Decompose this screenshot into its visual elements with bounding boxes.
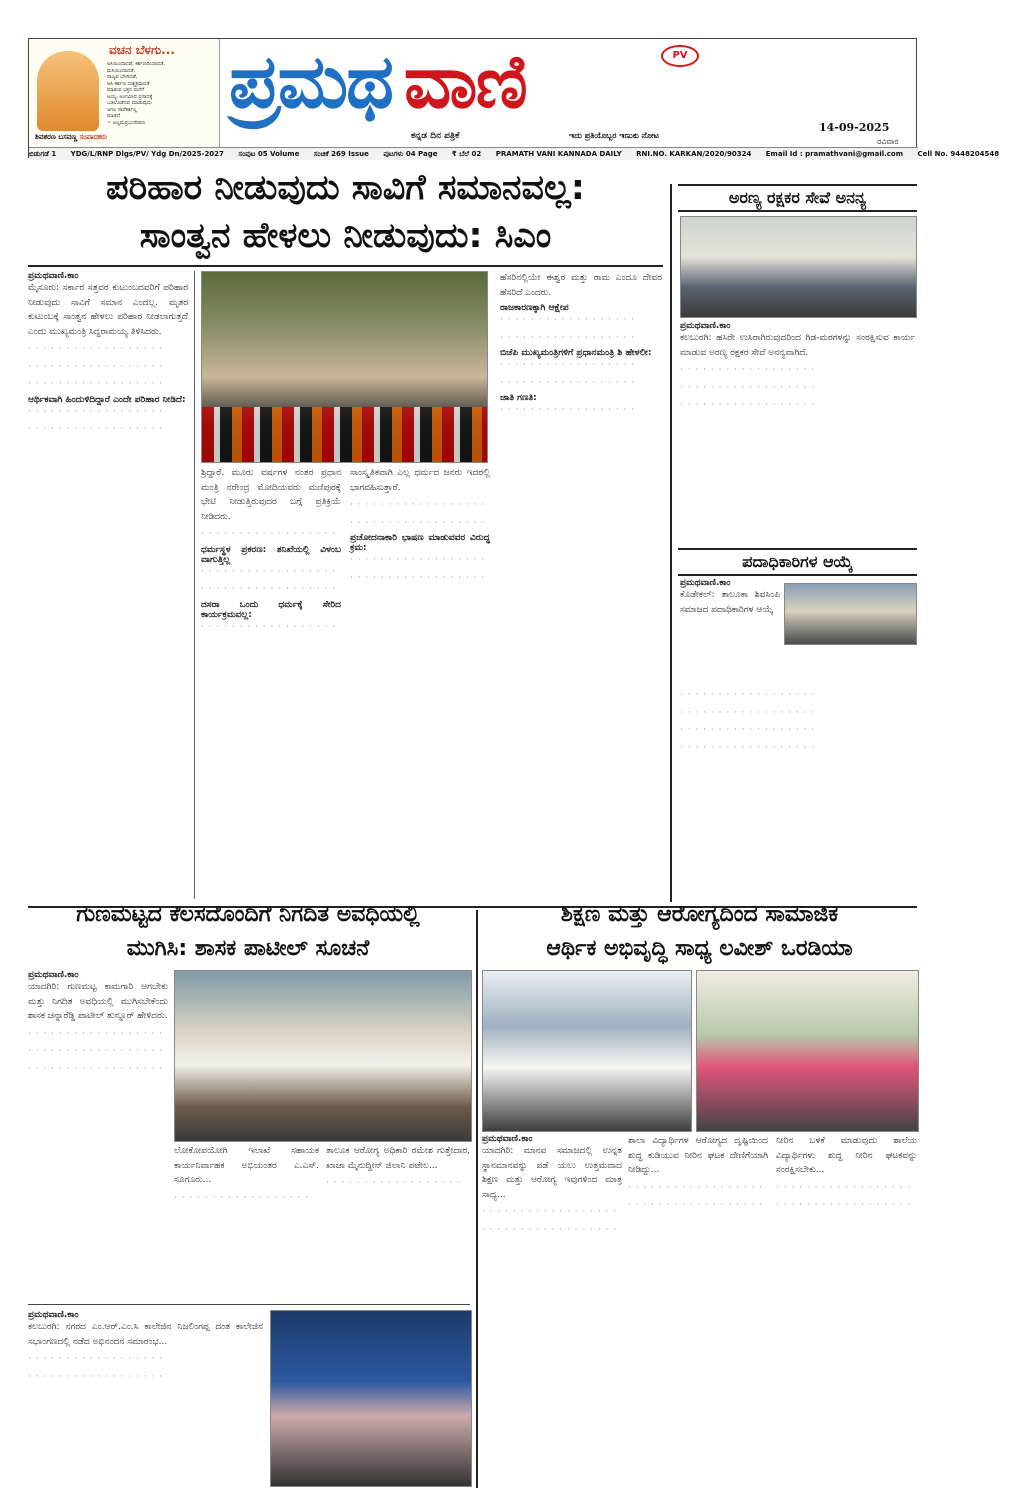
lead-col1-subhead: ಆರ್ಥಿಕವಾಗಿ ಹಿಂದುಳಿದಿದ್ದಾರೆ ಎಂದೇ ಪರಿಹಾರ ನೀಡಿದೆ:	[28, 394, 186, 405]
placeholder-text: · · · · · · · · · · · · · · · · · ·	[680, 400, 816, 410]
vachana-line: ಅಸಿ-ಕರ್ಶಣ ದುಶ್ಚಕ್ರವಾದಡೆ	[107, 80, 150, 87]
placeholder-text: · · · · · · · · · · · · · · · · · ·	[680, 690, 816, 700]
vachana-box	[29, 39, 220, 147]
microphones	[202, 407, 487, 462]
vachana-line: ಮಾಡುವ ಭಕ್ತನ ಮನೆಗೆ	[107, 87, 145, 93]
bottom-left-col2-text: ಲೋಕೋಪಯೋಗಿ ಇಲಾಖೆ ಸಹಾಯಕ ಕಾರ್ಯನಿರ್ವಾಹಕ ಅಭಿಯಂತರ ಎ.ಎಸ್. ಸೂಗೂರು...	[174, 1146, 319, 1185]
placeholder-text: · · · · · · · · · · · · · · · · · ·	[628, 1182, 764, 1193]
placeholder-text: · · · · · · · · · · · · · · · · · ·	[680, 365, 816, 375]
bottom-right-byline: ಪ್ರಮಥವಾಣಿ.ಕಾಂ	[482, 1134, 533, 1144]
vachana-line: ಮಾಡದೆ	[107, 113, 121, 119]
bottom-left-photo	[174, 970, 472, 1142]
pv-badge: PV	[661, 45, 699, 67]
placeholder-text: · · · · · · · · · · · · · · · · · ·	[350, 517, 486, 528]
info-rni: RNI.NO. KARKAN/2020/90324	[636, 150, 752, 158]
vachana-line: ಅಗಲ ಸಾವೆಕರ್ತಲ್ಲ	[107, 106, 137, 113]
lead-byline: ಪ್ರಮಥವಾಣಿ.ಕಾಂ	[28, 271, 79, 281]
lead-col4	[500, 271, 662, 901]
lead-col4-text: ಹೆಸರಿನಲ್ಲಿಯೇ ಈಶ್ವರ ಮತ್ತು ರಾಮ ಎಂದೂ ದೇವರ ಹೆಸರಿದೆ ಎಂದರು.	[500, 273, 662, 298]
lead-col4-subhead2: ಬಿಜೆಪಿ ಮುಖ್ಯಮಂತ್ರಿಗಳಿಗೆ ಪ್ರಧಾನಮಂತ್ರಿ ಶಿ ಹೇಳಲೀ:	[500, 348, 652, 358]
lead-col2-subhead: ಧರ್ಮಸ್ಥಳ ಪ್ರಕರಣ: ತನಿಖೆಯಲ್ಲಿ ವಿಳಂಬ ವಾಗುತ್ತಿಲ್ಲ	[201, 544, 341, 565]
bottom-left-story2-text: ಕಲಬುರಗಿ: ನಗರದ ಎಂ.ಆರ್.ಎಂ.ಸಿ ಕಾಲೇಜಿನ ನಿಜಲಿಂಗಪ್ಪ ದಂತ ಕಾಲೇಜಿನ ಸಭಾಂಗಣದಲ್ಲಿ ನಡೆದ ಅಭಿನಂದನ ಸಮಾರಂಭ...	[28, 1322, 263, 1347]
bottom-left-rule	[28, 1304, 470, 1305]
bottom-left-story2-byline: ಪ್ರಮಥವಾಣಿ.ಕಾಂ	[28, 1310, 79, 1320]
placeholder-text: · · · · · · · · · · · · · · · · · ·	[680, 725, 816, 735]
lead-col2-text: ಶ್ರಿದ್ದಾರೆ. ಮೂರು ವರ್ಷಗಳ ನಂತರ ಪ್ರಧಾನ ಮಂತ್ರಿ ನರೇಂದ್ರ ಮೋದಿಯವರು ಮಣಿಪುರಕ್ಕೆ ಭೇಟಿ ನೀಡುತ್ತಿರುವುದರ ಬಗ್ಗೆ ಪ್ರತಿಕ್ರಿಯೆ ನೀಡಿದರು.	[201, 468, 341, 522]
right-story1-photo	[680, 216, 917, 318]
bottom-left-col3-text: ತಾಲೂಕ ಆರೋಗ್ಯ ಅಧಿಕಾರಿ ರಮೇಶ ಗುತ್ತೇದಾರ, ಖಾಜಾ ಮೈನುದ್ದೀನ್ ಜಿಲಾನಿ ಪಟೇಲ...	[326, 1146, 470, 1171]
bottom-right-headline-line2: ಆರ್ಥಿಕ ಅಭಿವೃದ್ಧಿ ಸಾಧ್ಯ ಲವೀಶ್ ಒರಡಿಯಾ	[546, 936, 853, 961]
bottom-left-story2-photo	[270, 1310, 472, 1487]
bottom-right-col3-text: ನೀರಿನ ಬಳಕೆ ಮಾಡುವುದು ಶಾಲೆಯ ವಿದ್ಯಾರ್ಥಿಗಳು ಶುದ್ಧ ನೀರಿನ ಘಟಕವನ್ನು ಸಂರಕ್ಷಿಸಬೇಕು...	[776, 1136, 917, 1175]
bottom-left-col1-text: ಯಾದಗಿರಿ: ಗುಣಮಟ್ಟ ಕಾಮಗಾರಿ ಆಗಬೇಕು ಮತ್ತು ನಿಗದಿತ ಅವಧಿಯಲ್ಲಿ ಮುಗಿಸಬೇಕೆಂದು ಶಾಸಕ ಚನ್ನಾರೆಡ್ಡಿ ಪಾಟೀಲ್ ತುನ್ನೂರ್ ಹೇಳಿದರು.	[28, 982, 168, 1021]
right-story1-headline: ಅರಣ್ಯ ರಕ್ಷಕರ ಸೇವೆ ಅನನ್ಯ	[678, 184, 917, 212]
tagline: ಕನ್ನಡ ದಿನ ಪತ್ರಿಕೆ	[411, 131, 460, 141]
newspaper-page	[28, 38, 1000, 1488]
vachana-line: ಒಡಲೊಡೆದವ ಮಾಡುವುದು	[107, 100, 152, 106]
lead-col3	[350, 466, 490, 900]
placeholder-text: · · · · · · · · · · · · · · · · · ·	[28, 1046, 164, 1056]
placeholder-text: · · · · · · · · · · · · · · · · · ·	[28, 1063, 164, 1074]
vachana-author	[35, 133, 107, 142]
vachana-line: ಮಸಿಯಿಂದಾದಡೆ,	[107, 67, 136, 74]
bottom-left-headline	[28, 898, 468, 966]
placeholder-text: · · · · · · · · · · · · · · · · · ·	[680, 382, 816, 393]
placeholder-text: · · · · · · · · · · · · · · · · · ·	[500, 360, 636, 370]
placeholder-text: · · · · · · · · · · · · · · · · · ·	[680, 742, 816, 753]
logo-part1: ಪ್ರಮಥ	[229, 39, 392, 125]
right-column-divider	[670, 184, 672, 902]
info-cell: Cell No. 9448204548	[917, 150, 1000, 158]
placeholder-text: · · · · · · · · · · · · · · · · · ·	[776, 1182, 912, 1193]
lead-col4-subhead3: ಜಾತಿ ಗಣತಿ:	[500, 393, 537, 403]
bottom-right-col2	[628, 1134, 768, 1484]
placeholder-text: · · · · · · · · · · · · · · · · · ·	[680, 707, 816, 718]
lead-col1	[28, 271, 188, 901]
lead-headline	[28, 164, 663, 260]
right-story2-photo	[784, 583, 917, 645]
placeholder-text: · · · · · · · · · · · · · · · · · ·	[776, 1200, 912, 1210]
bottom-divider	[476, 910, 478, 1488]
right-story2-opening: ಕೊಡೇಕಲ್: ತಾಲೂಕಾ ಶಿವಸಿಂಪಿ ಸಮಾಜದ ಪದಾಧಿಕಾರಿಗಳ ಆಯ್ಕೆ	[680, 590, 780, 615]
lead-photo	[201, 271, 488, 463]
placeholder-text: · · · · · · · · · · · · · · · · · ·	[500, 405, 636, 415]
lead-col2	[201, 466, 341, 900]
placeholder-text: · · · · · · · · · · · · · · · · · ·	[28, 424, 164, 434]
bottom-right-headline	[482, 898, 917, 966]
vachana-source: ಸಂಪಾದಕರು	[79, 133, 107, 141]
lead-col4-subhead: ರಾಜಕಾರಣಕ್ಕಾಗಿ ಆಕ್ಷೇಪ	[500, 303, 569, 313]
bottom-left-col2	[174, 1144, 319, 1300]
issue-day: ರವಿವಾರ	[877, 137, 899, 146]
placeholder-text: · · · · · · · · · · · · · · · · · ·	[500, 315, 636, 325]
lead-col1-text: ಮೈಸೂರು: ಸರ್ಕಾರ ಸತ್ತವರ ಕುಟುಂಬದವರಿಗೆ ಪರಿಹಾರ ನೀಡುವುದು ಸಾವಿಗೆ ಸಮಾನ ಎಂದಲ್ಲ. ಮೃತರ ಕುಟುಂಬಕ್ಕೆ ಸಾಂತ್ವನ ಹೇಳಲು ಪರಿಹಾರ ನೀಡಲಾಗುತ್ತದೆ ಎಂದು ಮುಖ್ಯಮಂತ್ರಿ ಸಿದ್ದರಾಮಯ್ಯ ತಿಳಿಸಿದರು.	[28, 283, 188, 337]
bottom-right-headline-line1: ಶಿಕ್ಷಣ ಮತ್ತು ಆರೋಗ್ಯದಿಂದ ಸಾಮಾಜಿಕ	[560, 902, 839, 927]
lead-headline-line1: ಪರಿಹಾರ ನೀಡುವುದು ಸಾವಿಗೆ ಸಮಾನವಲ್ಲ:	[106, 168, 585, 208]
vachana-line: ಅಯ್ಯ, ಅಂಗವಿಸಿದ ಪ್ರಸಾದಕ್ಕೆ	[107, 93, 153, 100]
right-story1-byline: ಪ್ರಮಥವಾಣಿ.ಕಾಂ	[680, 321, 731, 331]
placeholder-text: · · · · · · · · · · · · · · · · · ·	[201, 584, 337, 594]
placeholder-text: · · · · · · · · · · · · · · · · · ·	[28, 1028, 164, 1039]
placeholder-text: · · · · · · · · · · · · · · · · · ·	[201, 621, 337, 632]
info-reg: YDG/L/RNP Dlgs/PV/ Ydg Dn/2025-2027	[70, 150, 224, 158]
placeholder-text: · · · · · · · · · · · · · · · · · ·	[350, 500, 486, 510]
right-story1-opening: ಕಲಬುರಗಿ: ಹಸಿರೇ ಉಸಿರಾಗಿರುವುದರಿಂದ ಗಿಡ-ಮರಗಳನ್ನು ಸಂರಕ್ಷಿಸುವ ಕಾರ್ಯ ಮಾಡುವ ಅರಣ್ಯ ರಕ್ಷಕರ ಸೇವೆ ಅನನ್ಯವಾಗಿದೆ.	[680, 333, 915, 358]
bottom-left-headline-line2: ಮುಗಿಸಿ: ಶಾಸಕ ಪಾಟೀಲ್ ಸೂಚನೆ	[126, 936, 370, 961]
lead-col2-subhead2: ದಸರಾ ಒಂದು ಧರ್ಮಕ್ಕೆ ಸೇರಿದ ಕಾರ್ಯಕ್ರಮವಲ್ಲ:	[201, 599, 341, 620]
right-story2-headline: ಪದಾಧಿಕಾರಿಗಳ ಆಯ್ಕೆ	[678, 548, 917, 576]
bottom-left-byline: ಪ್ರಮಥವಾಣಿ.ಕಾಂ	[28, 970, 79, 980]
right-story2-text	[680, 688, 915, 898]
placeholder-text: · · · · · · · · · · · · · · · · · ·	[28, 361, 164, 372]
placeholder-text: · · · · · · · · · · · · · · · · · ·	[28, 379, 164, 389]
issue-date: 14-09-2025	[819, 121, 890, 134]
right-story2-byline: ಪ್ರಮಥವಾಣಿ.ಕಾಂ	[680, 578, 731, 588]
bottom-right-col2-text: ಶಾಲಾ ವಿದ್ಯಾರ್ಥಿಗಳ ಆರೋಗ್ಯದ ದೃಷ್ಟಿಯಿಂದ ಶುದ್ಧ ಕುಡಿಯುವ ನೀರಿನ ಘಟಕ ದೇಣಿಗೆಯಾಗಿ ನೀಡಿದ್ದು...	[628, 1136, 768, 1175]
placeholder-text: · · · · · · · · · · · · · · · · · ·	[201, 529, 337, 539]
bottom-right-col1	[482, 1134, 622, 1484]
placeholder-text: · · · · · · · · · · · · · · · · · ·	[326, 1178, 462, 1188]
placeholder-text: · · · · · · · · · · · · · · · · · ·	[482, 1224, 618, 1235]
info-volume: ಸಂಪುಟ 05 Volume	[238, 150, 300, 158]
right-story1-text	[680, 321, 915, 551]
placeholder-text: · · · · · · · · · · · · · · · · · ·	[201, 566, 337, 577]
placeholder-text: · · · · · · · · · · · · · · · · · ·	[628, 1200, 764, 1210]
lead-headline-line2: ಸಾಂತ್ವನ ಹೇಳಲು ನೀಡುವುದು: ಸಿಎಂ	[139, 216, 552, 256]
placeholder-text: · · · · · · · · · · · · · · · · · ·	[174, 1192, 310, 1203]
masthead	[28, 38, 1000, 158]
placeholder-text: · · · · · · · · · · · · · · · · · ·	[500, 332, 636, 343]
info-email: Email Id : pramathvani@gmail.com	[765, 150, 904, 158]
right-story2-opening-col	[680, 578, 780, 688]
vachana-lines	[107, 61, 215, 126]
bottom-left-headline-line1: ಗುಣಮಟ್ಟದ ಕೆಲಸದೊಂದಿಗೆ ನಿಗದಿತ ಅವಧಿಯಲ್ಲಿ	[76, 902, 420, 927]
bottom-right-col1-text: ಯಾದಗಿರಿ: ಮಾನವ ಸಮಾಜದಲ್ಲಿ ಉನ್ನತ ಸ್ಥಾನಮಾನವನ್ನು ಪಡೆ ಯಲು ಉತ್ತಮವಾದ ಶಿಕ್ಷಣ ಮತ್ತು ಆರೋಗ್ಯ ಇವುಗಳಿಂದ ಮಾತ್ರ ಸಾಧ್ಯ...	[482, 1146, 622, 1200]
bottom-right-photo1	[482, 970, 692, 1132]
lead-col3-text: ಸಾಂಸ್ಕೃತಿಕವಾಗಿ ಎಲ್ಲ ಧರ್ಮದ ಜನರು ಇದರಲ್ಲಿ ಭಾಗವಹಿಸುತ್ತಾರೆ.	[350, 468, 490, 493]
bottom-right-photo2	[696, 970, 919, 1132]
vachana-line: ಅಸಿಯಿಂದಾದಡೆ, ಕರ್ಶಣದಿಂದಾದಡೆ,	[107, 61, 166, 67]
info-price: ₹ ಬೆಲೆ 02	[451, 150, 482, 158]
info-issue: ಸಂಚಿಕೆ 269 Issue	[313, 150, 369, 158]
placeholder-text: · · · · · · · · · · · · · · · · · ·	[28, 1371, 164, 1382]
vachana-author-name: ಶಿವಶರಣ ಬಸವಣ್ಣ	[35, 133, 78, 141]
placeholder-text: · · · · · · · · · · · · · · · · · ·	[350, 572, 486, 583]
placeholder-text: · · · · · · · · · · · · · · · · · ·	[500, 377, 636, 388]
tagline-secondary: ಇದು ಪ್ರತಿಯೊಬ್ಬರ ಇಣುಕು ನೋಟ	[569, 131, 660, 140]
vachana-title: ವಚನ ಬೆಳಗು...	[109, 43, 175, 57]
info-bar	[29, 147, 1000, 160]
info-name: PRAMATH VANI KANNADA DAILY	[495, 150, 622, 158]
placeholder-text: · · · · · · · · · · · · · · · · · ·	[28, 1354, 164, 1364]
bottom-left-story2	[28, 1310, 263, 1485]
saint-illustration	[37, 51, 99, 131]
placeholder-text: · · · · · · · · · · · · · · · · · ·	[28, 406, 164, 417]
info-release: ಬಿಡುಗಡೆ 1	[29, 150, 57, 158]
vachana-line: ರಾಜ್ಯವ ಬೆಳಗಿದಡೆ,	[107, 74, 138, 80]
placeholder-text: · · · · · · · · · · · · · · · · · ·	[28, 344, 164, 354]
info-pages: ಪುಟಗಳು 04 Page	[383, 150, 438, 158]
lead-rule	[28, 265, 663, 267]
bottom-left-col3	[326, 1144, 470, 1300]
bottom-right-col3	[776, 1134, 917, 1484]
placeholder-text: · · · · · · · · · · · · · · · · · ·	[482, 1207, 618, 1217]
vachana-line: ~ ಅಲ್ಲಮಪ್ರಭುದೇವರು	[107, 119, 146, 126]
bottom-left-col1	[28, 970, 168, 1300]
placeholder-text: · · · · · · · · · · · · · · · · · ·	[350, 555, 486, 565]
lead-col3-subhead: ಪ್ರಚೋದನಾಕಾರಿ ಭಾಷಣ ಮಾಡುವವರ ವಿರುದ್ಧ ಕ್ರಮ:	[350, 533, 490, 553]
logo-part2: ವಾಣಿ	[403, 39, 526, 125]
col-divider	[194, 271, 195, 899]
newspaper-logo	[229, 41, 526, 123]
